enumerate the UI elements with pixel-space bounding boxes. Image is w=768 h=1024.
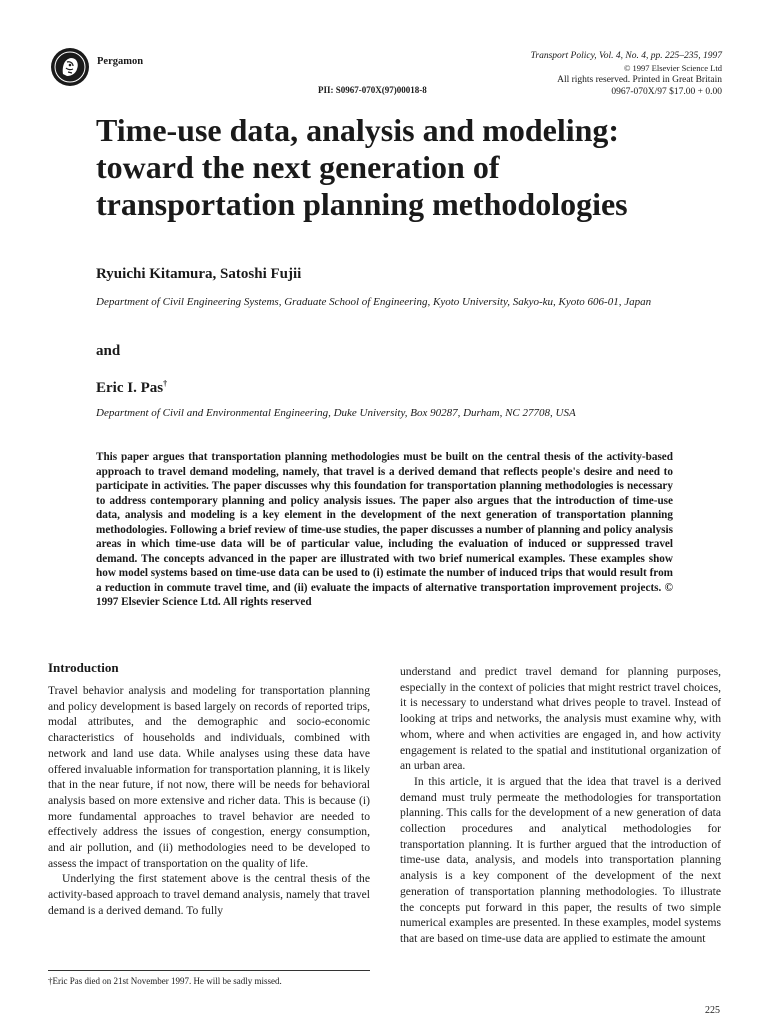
journal-line-1: Transport Policy, Vol. 4, No. 4, pp. 225–235, 1997: [530, 51, 722, 61]
journal-line-3: All rights reserved. Printed in Great Britain: [557, 75, 722, 85]
article-title: [96, 112, 736, 223]
section-heading-introduction: Introduction: [48, 660, 119, 675]
journal-line-4: 0967-070X/97 $17.00 + 0.00: [611, 87, 722, 97]
left-column: [48, 683, 370, 919]
journal-citation: [531, 50, 722, 98]
journal-line-2: © 1997 Elsevier Science Ltd: [623, 63, 722, 73]
title-line-2: toward the next generation of: [96, 149, 500, 185]
right-column: [400, 664, 721, 947]
pii-identifier: PII: S0967-070X(97)00018-8: [318, 85, 427, 95]
paragraph: Underlying the first statement above is the central thesis of the activity-based approach to travel demand analysis, namely that travel demand is a derived demand. To fully: [48, 872, 370, 917]
affiliation-1: Department of Civil Engineering Systems, Graduate School of Engineering, Kyoto University, Sakyo-ku, Kyoto 606-01, Japan: [96, 296, 652, 308]
affiliation-2: Department of Civil and Environmental Engineering, Duke University, Box 90287, Durham, NC 27708, USA: [96, 407, 576, 419]
publisher-name: Pergamon: [97, 56, 144, 67]
title-line-3: transportation planning methodologies: [96, 186, 628, 222]
paragraph: Travel behavior analysis and modeling for transportation planning and policy development is based largely on records of reported trips, modal attributes, and the demographic and socio-economic characteristics of households and individuals, combined with network and land use data. While analyses using these data have offered invaluable information for transportation planning, it is likely that in the near future, if not now, there will be needs for behavioral analysis based on more extensive and richer data. This is because (i) more fundamental approaches to travel behavior are needed to effectively address the issues of congestion, energy consumption, and air pollution, and (ii) methodologies need to be developed to assess the impact of transportation on the quality of life.: [48, 684, 370, 870]
footnote: †Eric Pas died on 21st November 1997. He will be sadly missed.: [48, 976, 282, 986]
author-name: Eric I. Pas: [96, 380, 164, 396]
authors-conjunction: and: [96, 343, 121, 359]
publisher-logo-icon: [50, 47, 90, 87]
paragraph: understand and predict travel demand for planning purposes, especially in the context of policies that might restrict travel choices, it is necessary to understand what drives people to travel. Instead of looking at trips and networks, the analysis must examine why, with whom, where and when activities are engaged in, and how activity engagement is related to the spatial and institutional organization of an urban area.: [400, 665, 721, 773]
page-number: 225: [705, 1005, 720, 1016]
authors-group-2: [96, 379, 167, 397]
footnote-marker: †: [163, 379, 168, 388]
authors-group-1: Ryuichi Kitamura, Satoshi Fujii: [96, 266, 302, 282]
paragraph: In this article, it is argued that the idea that travel is a derived demand must truly permeate the methodologies for transportation planning. This calls for the development of a new generation of data collection procedures and analytical methodologies for transportation planning. It is further argued that the introduction of time-use data, analysis, and models into transportation planning analysis is a key component of the development of the next generation of transportation planning methodologies. To illustrate the concepts put forward in this paper, the results of two simple numerical examples are presented. In these examples, model systems that are based on time-use data are applied to estimate the amount: [400, 774, 721, 945]
abstract: This paper argues that transportation planning methodologies must be built on the central thesis of the activity-based approach to travel demand modeling, namely, that travel is a derived demand that reflects people's desire and need to participate in activities. The paper discusses why this foundation for transportation planning methodologies is necessary to address contemporary planning and policy analysis issues. The paper also argues that the introduction of time-use data, analysis and modeling is a key element in the development of the next generation of transportation planning methodologies. Following a brief review of time-use studies, the paper discusses a number of planning and policy analysis areas in which time-use data will be of particular value, including the evaluation of induced or suppressed travel demand. The concepts advanced in the paper are illustrated with two brief numerical examples. These examples show how model systems based on time-use data can be used to (i) estimate the number of induced trips that would result from a reduction in commute travel time, and (ii) evaluate the impacts of alternative transportation improvement projects. © 1997 Elsevier Science Ltd. All rights reserved: [96, 451, 673, 609]
title-line-1: Time-use data, analysis and modeling:: [96, 112, 620, 148]
footnote-divider: [48, 970, 370, 971]
